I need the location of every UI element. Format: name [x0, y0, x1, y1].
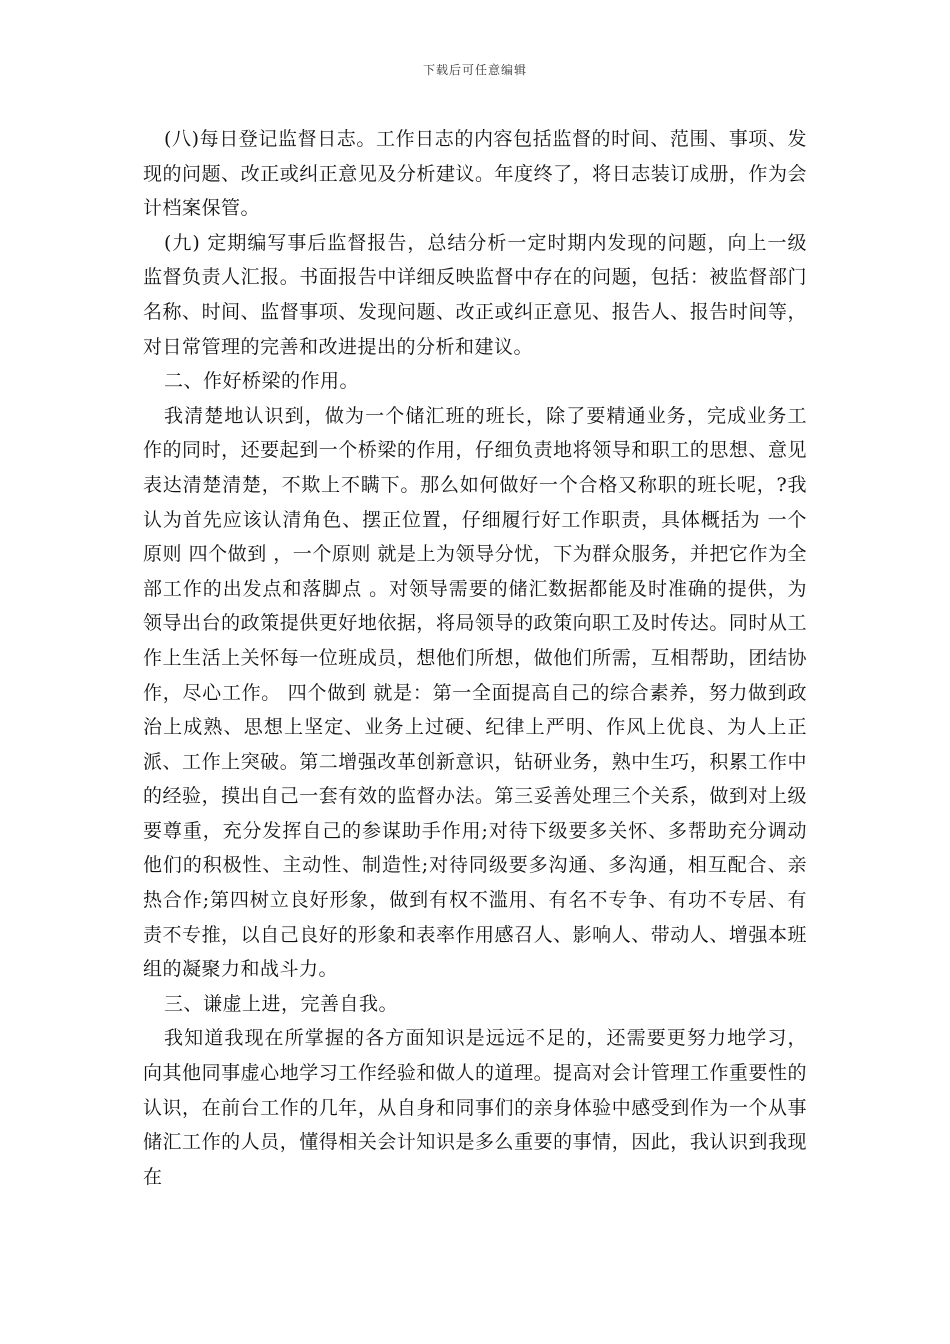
section-heading-bridge: 二、作好桥梁的作用。: [164, 370, 360, 393]
paragraph-supervision-report: (九) 定期编写事后监督报告，总结分析一定时期内发现的问题，向上一级监督负责人汇报。书面报告中详细反映监督中存在的问题，包括：被监督部门名称、时间、监督事项、发现问题、改正或纠正意见、报告人、报告时间等，对日常管理的完善和改进提出的分析和建议。: [143, 231, 807, 358]
paragraph-bridge-role: 我清楚地认识到，做为一个储汇班的班长，除了要精通业务，完成业务工作的同时，还要起到一个桥梁的作用，仔细负责地将领导和职工的思想、意见表达清楚清楚，不欺上不瞒下。那么如何做好一个合格又称职的班长呢，?我认为首先应该认清角色、摆正位置，仔细履行好工作职责，具体概括为 一个原则 四个做到 ，一个原则 就是上为领导分忧，下为群众服务，并把它作为全部工作的出发点和落脚点 。对领导需要的储汇数据都能及时准确的提供，为领导出台的政策提供更好地依据，将局领导的政策向职工及时传达。同时从工作上生活上关怀每一位班成员，想他们所想，做他们所需，互相帮助，团结协作，尽心工作。 四个做到 就是：第一全面提高自己的综合素养，努力做到政治上成熟、思想上坚定、业务上过硬、纪律上严明、作风上优良、为人上正派、工作上突破。第二增强改革创新意识，钻研业务，熟中生巧，积累工作中的经验，摸出自己一套有效的监督办法。第三妥善处理三个关系，做到对上级要尊重，充分发挥自己的参谋助手作用;对待下级要多关怀、多帮助充分调动他们的积极性、主动性、制造性;对待同级要多沟通、多沟通，相互配合、亲热合作;第四树立良好形象，做到有权不滥用、有名不专争、有功不专居、有责不专推，以自己良好的形象和表率作用感召人、影响人、带动人、增强本班组的凝聚力和战斗力。: [143, 404, 807, 981]
document-body: [143, 122, 807, 1194]
paragraph-self-improvement: 我知道我现在所掌握的各方面知识是远远不足的，还需要更努力地学习，向其他同事虚心地学习工作经验和做人的道理。提高对会计管理工作重要性的认识，在前台工作的几年，从自身和同事们的亲身体验中感受到作为一个从事储汇工作的人员，懂得相关会计知识是多么重要的事情，因此，我认识到我现在: [143, 1027, 807, 1188]
paragraph-daily-log: (八)每日登记监督日志。工作日志的内容包括监督的时间、范围、事项、发现的问题、改正或纠正意见及分析建议。年度终了，将日志装订成册，作为会计档案保管。: [143, 128, 807, 220]
section-heading-self-improvement: 三、谦虚上进，完善自我。: [164, 992, 399, 1015]
page-header: 下载后可任意编辑: [422, 63, 527, 77]
